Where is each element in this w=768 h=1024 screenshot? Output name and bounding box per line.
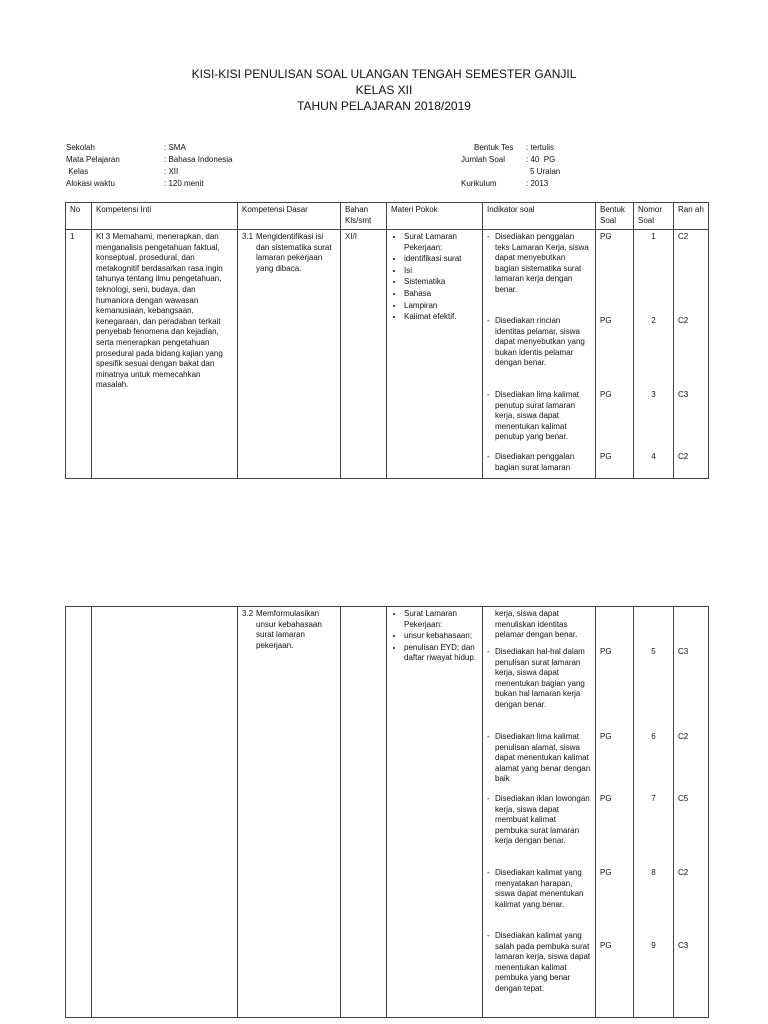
list-item: • unsur kebahasaan; bbox=[404, 631, 478, 642]
ranah-value: C3 bbox=[678, 941, 689, 950]
row2-ranah bbox=[674, 607, 709, 1018]
nomor-value: 9 bbox=[651, 941, 656, 950]
list-item: • Kalimat efektif. bbox=[404, 312, 478, 323]
bentuk-value: PG bbox=[600, 868, 612, 877]
indikator-dash: - bbox=[487, 390, 490, 399]
table-row bbox=[66, 230, 709, 479]
row1-bentuk bbox=[596, 230, 634, 479]
list-item: • Sistematika bbox=[404, 277, 478, 288]
indikator-dash: - bbox=[487, 794, 490, 803]
table-row bbox=[66, 607, 709, 1018]
header-ki: Kompetensi Inti bbox=[92, 203, 238, 230]
row2-nomor bbox=[634, 607, 674, 1018]
nomor-value: 8 bbox=[651, 868, 656, 877]
indikator-item bbox=[487, 316, 591, 369]
row2-kd bbox=[238, 607, 341, 1018]
indikator-continuation: kerja, siswa dapat menuliskan identitas pelamar dengan benar. bbox=[495, 609, 578, 640]
bentuk-value: PG bbox=[600, 452, 612, 461]
info-value-kurikulum: : 2013 bbox=[526, 179, 549, 188]
list-item: • Surat Lamaran Pekerjaan: bbox=[404, 609, 478, 630]
info-value-jumlah-soal: : 40 PG bbox=[526, 155, 556, 164]
row1-ki: KI 3 Memahami, menerapkan, dan menganalisis pengetahuan faktual, konseptual, prosedural, dan metakognitif berdasarkan rasa ingin tahunya tentang ilmu pengetahuan, teknologi, seni, budaya, dan humaniora dengan wawasan kemanusiaan, kebangsaan, kenegaraan, dan peradaban terkait penyebab fenomena dan kejadian, serta menerapkan pengetahuan prosedural pada bidang kajian yang spesifik sesuai dengan bakat dan minatnya untuk memecahkan masalah. bbox=[92, 230, 238, 479]
info-value-mapel: : Bahasa Indonesia bbox=[164, 155, 233, 164]
indikator-dash: - bbox=[487, 732, 490, 741]
doc-title-line1: KISI-KISI PENULISAN SOAL ULANGAN TENGAH SEMESTER GANJIL bbox=[191, 67, 577, 81]
indikator-dash: - bbox=[487, 316, 490, 325]
header-bahan: Bahan Kls/smt bbox=[341, 203, 387, 230]
indikator-text: Disediakan lima kalimat penulisan alamat, siswa dapat menentukan kalimat alamat yang benar dengan baik bbox=[495, 732, 591, 784]
row1-materi bbox=[387, 230, 483, 479]
ranah-value: C2 bbox=[678, 232, 689, 241]
nomor-value: 1 bbox=[651, 232, 656, 241]
indikator-text: Disediakan kalimat yang menyatakan harapan, siswa dapat menentukan kalimat yang benar. bbox=[495, 868, 584, 909]
ranah-value: C2 bbox=[678, 316, 689, 325]
doc-title-line2: KELAS XII bbox=[355, 83, 413, 97]
nomor-value: 6 bbox=[651, 732, 656, 741]
info-value-alokasi: : 120 menit bbox=[164, 179, 204, 188]
kisi-table-part2 bbox=[65, 606, 709, 1018]
row1-no: 1 bbox=[66, 230, 92, 479]
row2-bentuk bbox=[596, 607, 634, 1018]
ranah-value: C5 bbox=[678, 794, 689, 803]
indikator-text: Disediakan penggalan teks Lamaran Kerja, siswa dapat menyebutkan bagian sistematika surat lamaran kerja dengan benar. bbox=[495, 232, 589, 294]
row2-ki bbox=[92, 607, 238, 1018]
row2-no bbox=[66, 607, 92, 1018]
indikator-dash: - bbox=[487, 232, 490, 241]
header-nomor: Nomor Soal bbox=[634, 203, 674, 230]
info-label-sekolah: Sekolah bbox=[66, 143, 95, 152]
info-label-bentuk-tes: Bentuk Tes bbox=[474, 143, 514, 152]
info-value-kelas: : XII bbox=[164, 167, 179, 176]
row1-kd-number: 3.1 bbox=[242, 232, 254, 241]
header-materi: Materi Pokok bbox=[387, 203, 483, 230]
indikator-item bbox=[487, 390, 591, 443]
indikator-text: Disediakan hal-hal dalam penulisan surat lamaran kerja, siswa dapat menentukan bagian yang bukan hal lamaran kerja dengan benar. bbox=[495, 647, 585, 709]
indikator-item bbox=[487, 794, 591, 847]
row1-bahan: XI/I bbox=[341, 230, 387, 479]
indikator-dash: - bbox=[487, 452, 490, 461]
nomor-value: 4 bbox=[651, 452, 656, 461]
indikator-text: Disediakan penggalan bagian surat lamaran bbox=[495, 452, 575, 472]
list-item: • penulisan EYD; dan daftar riwayat hidup. bbox=[404, 643, 478, 664]
bentuk-value: PG bbox=[600, 316, 612, 325]
list-item: • Lampiran bbox=[404, 301, 478, 312]
bentuk-value: PG bbox=[600, 390, 612, 399]
row1-materi-list bbox=[391, 232, 478, 323]
ranah-value: C2 bbox=[678, 452, 689, 461]
doc-title-line3: TAHUN PELAJARAN 2018/2019 bbox=[297, 99, 471, 113]
ranah-value: C2 bbox=[678, 868, 689, 877]
info-value-sekolah: : SMA bbox=[164, 143, 186, 152]
indikator-text: Disediakan lima kalimat penutup surat lamaran kerja, siswa dapat menentukan kalimat penutup yang benar. bbox=[495, 390, 580, 442]
nomor-value: 2 bbox=[651, 316, 656, 325]
info-label-kurikulum: Kurikulum bbox=[461, 179, 497, 188]
row1-kd-text: Mengidentifikasi isi dan sistematika surat lamaran pekerjaan yang dibaca. bbox=[256, 232, 332, 273]
row2-materi-list bbox=[391, 609, 478, 664]
indikator-text: Disediakan rincian identitas pelamar, siswa dapat menyebutkan yang bukan identis pelamar dengan benar. bbox=[495, 316, 585, 368]
row1-kd bbox=[238, 230, 341, 479]
indikator-dash: - bbox=[487, 868, 490, 877]
info-label-mapel: Mata Pelajaran bbox=[66, 155, 120, 164]
header-bentuk: Bentuk Soal bbox=[596, 203, 634, 230]
indikator-text: Disediakan iklan lowongan kerja, siswa dapat membuat kalimat pembuka surat lamaran kerja dengan benar. bbox=[495, 794, 590, 846]
table-header-row bbox=[66, 203, 709, 230]
ranah-value: C2 bbox=[678, 732, 689, 741]
indikator-item bbox=[487, 732, 591, 785]
indikator-dash: - bbox=[487, 931, 490, 940]
header-ranah: Ran ah bbox=[674, 203, 709, 230]
bentuk-value: PG bbox=[600, 647, 612, 656]
info-value-uraian: 5 Uraian bbox=[530, 167, 561, 176]
info-label-jumlah-soal: Jumlah Soal bbox=[461, 155, 506, 164]
list-item: • Surat Lamaran Pekerjaan: bbox=[404, 232, 478, 253]
list-item: • Bahasa bbox=[404, 289, 478, 300]
bentuk-value: PG bbox=[600, 732, 612, 741]
row1-indikator bbox=[483, 230, 596, 479]
row2-materi bbox=[387, 607, 483, 1018]
header-no: No bbox=[66, 203, 92, 230]
bentuk-value: PG bbox=[600, 232, 612, 241]
list-item: • identifikasi surat bbox=[404, 254, 478, 265]
row2-kd-number: 3.2 bbox=[242, 609, 254, 618]
bentuk-value: PG bbox=[600, 794, 612, 803]
indikator-item bbox=[487, 452, 591, 473]
info-label-alokasi: Alokasi waktu bbox=[66, 179, 115, 188]
kisi-table-part1 bbox=[65, 202, 709, 479]
ranah-value: C3 bbox=[678, 390, 689, 399]
info-value-bentuk-tes: : tertulis bbox=[526, 143, 555, 152]
nomor-value: 5 bbox=[651, 647, 656, 656]
row1-nomor bbox=[634, 230, 674, 479]
header-indikator: Indikator soal bbox=[483, 203, 596, 230]
row2-bahan bbox=[341, 607, 387, 1018]
bentuk-value: PG bbox=[600, 941, 612, 950]
indikator-item bbox=[487, 647, 591, 711]
nomor-value: 7 bbox=[651, 794, 656, 803]
indikator-item bbox=[487, 931, 591, 995]
ranah-value: C3 bbox=[678, 647, 689, 656]
row1-ranah bbox=[674, 230, 709, 479]
row2-indikator bbox=[483, 607, 596, 1018]
list-item: • Isi bbox=[404, 266, 478, 277]
nomor-value: 3 bbox=[651, 390, 656, 399]
header-kd: Kompetensi Dasar bbox=[238, 203, 341, 230]
indikator-text: Disediakan kalimat yang salah pada pembuka surat lamaran kerja, siswa dapat menentukan kalimat pembuka yang benar dengan tepat. bbox=[495, 931, 591, 993]
indikator-dash: - bbox=[487, 647, 490, 656]
row2-kd-text: Memformulasikan unsur kebahasaan surat lamaran pekerjaan. bbox=[256, 609, 322, 650]
indikator-item bbox=[487, 868, 591, 910]
info-label-kelas: Kelas bbox=[66, 167, 89, 176]
indikator-item bbox=[487, 232, 591, 296]
